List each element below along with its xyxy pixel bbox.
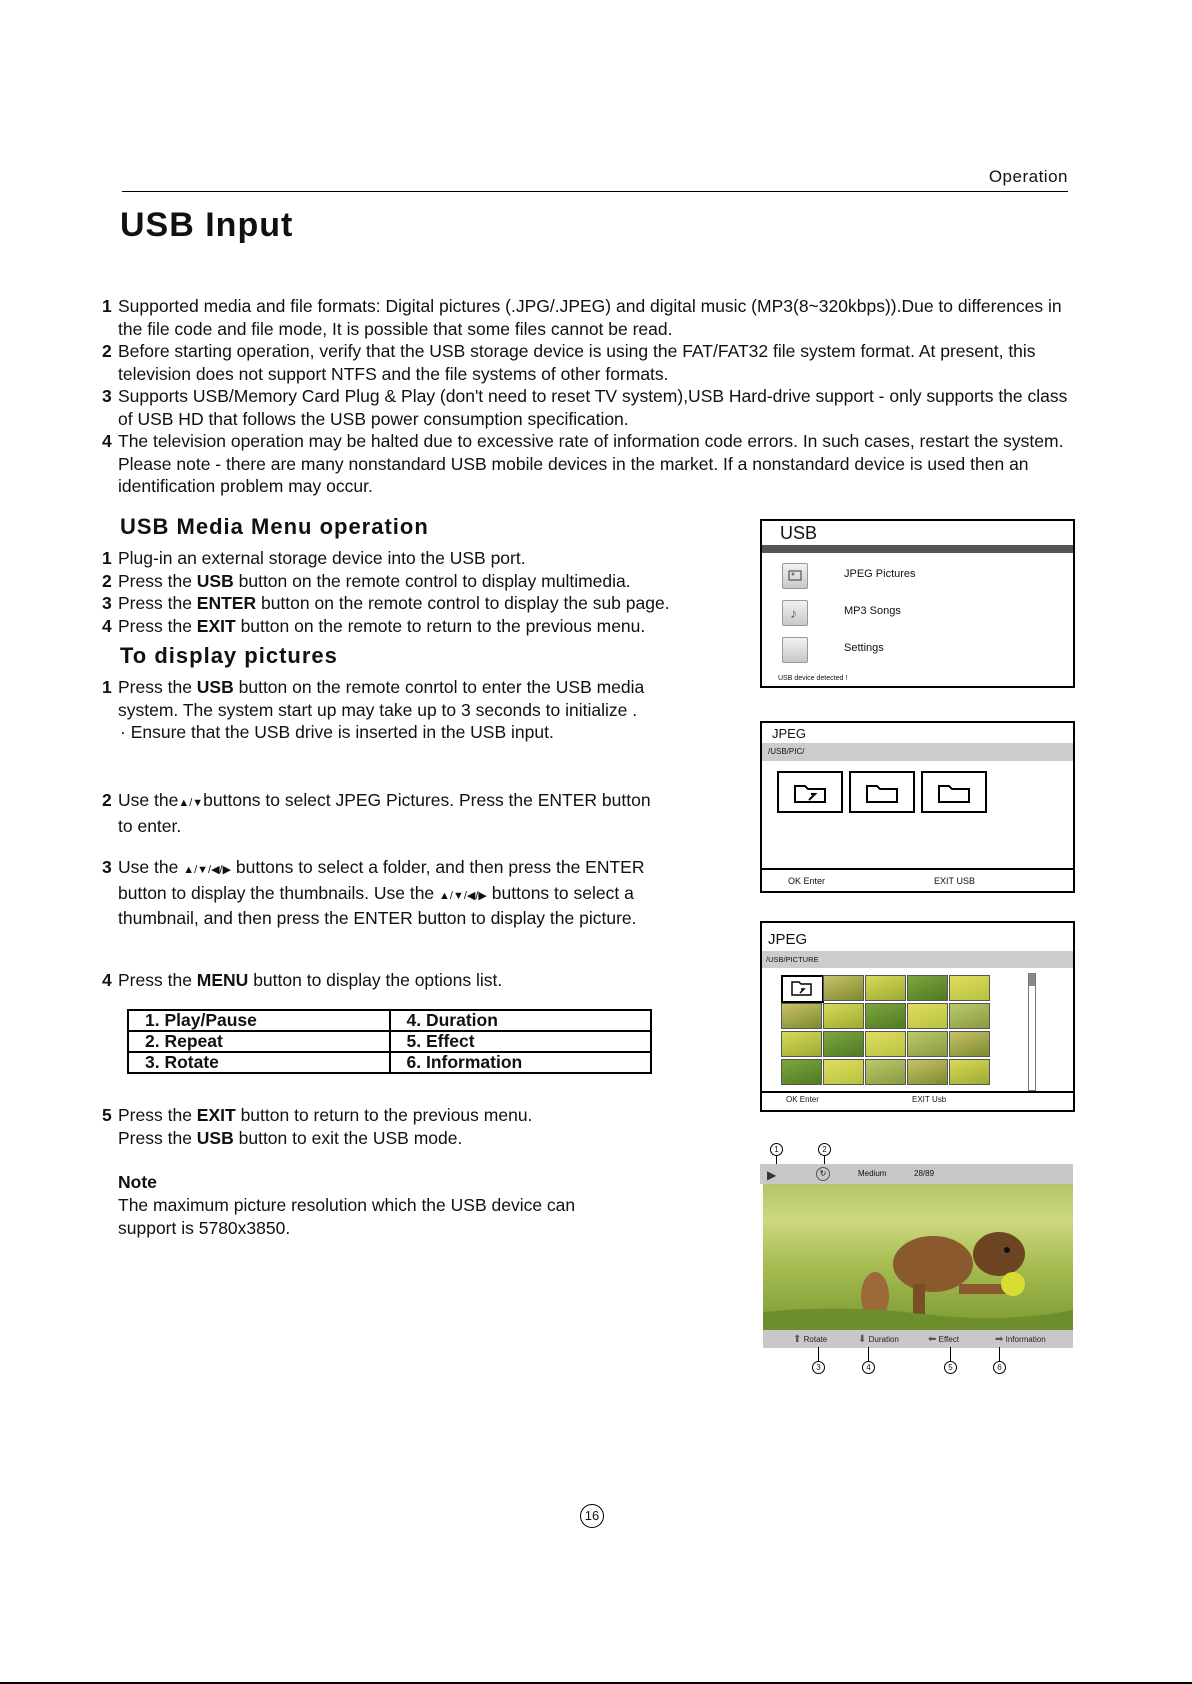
arrow-up-icon: ⬆ [793, 1334, 802, 1345]
intro-list [102, 295, 1082, 498]
path-text: /USB/PIC/ [768, 747, 805, 756]
counter-text: 28/89 [914, 1169, 935, 1178]
menu-item-label: Settings [844, 642, 884, 654]
thumbnail[interactable] [949, 1059, 990, 1085]
media-menu-steps [102, 547, 742, 637]
thumbnail[interactable] [865, 1059, 906, 1085]
pictures-step-1: 1 Press the USB button on the remote conrtol to enter the USB media system. The system start up may take up to 3 seconds to initialize . · Ensure that the USB drive is inserted in the USB input. [102, 676, 662, 744]
list-item: 4 The television operation may be halted due to excessive rate of information code errors. In such cases, restart the system. Please note - there are many nonstandard USB mobile devices in the market. If a nonstandard device is used then an identification problem may occur. [102, 431, 1064, 496]
callout-5: 5 [944, 1361, 957, 1374]
folder-up-icon[interactable] [781, 975, 824, 1003]
footer-divider [762, 1091, 1073, 1093]
options-table [127, 1009, 652, 1074]
arrow-keys-icon: ▲/▼ [178, 797, 204, 809]
info-bar [760, 1164, 1073, 1184]
rotate-hint[interactable]: ⬆ Rotate [793, 1334, 828, 1345]
thumbnail[interactable] [865, 975, 906, 1001]
table-row: 3. Rotate 6. Information [128, 1052, 651, 1073]
menu-item-label: MP3 Songs [844, 605, 901, 617]
callout-6: 6 [993, 1361, 1006, 1374]
arrow-left-icon: ⬅ [928, 1334, 937, 1345]
list-item: 1 Supported media and file formats: Digital pictures (.JPG/.JPEG) and digital music (MP3(8~320kbps)).Due to differences in the file code and file mode, It is possible that some files cannot be read. [102, 296, 1062, 339]
header-rule [122, 191, 1068, 192]
path-bar [762, 743, 1073, 761]
callout-4: 4 [862, 1361, 875, 1374]
thumbnail[interactable] [949, 1031, 990, 1057]
arrow-keys-icon: ▲/▼/◀/▶ [439, 889, 487, 902]
path-text: /USB/PICTURE [766, 955, 819, 964]
hint-bar [763, 1330, 1073, 1348]
jpeg-thumbnail-screen [760, 921, 1075, 1112]
screen-title: USB [780, 523, 818, 543]
svg-text:♪: ♪ [790, 605, 797, 621]
folder-icon[interactable] [849, 771, 915, 813]
ok-hint: OK Enter [788, 876, 826, 886]
folder-icon[interactable] [921, 771, 987, 813]
callout-2: 2 [818, 1143, 831, 1156]
list-item: 2 Press the USB button on the remote control to display multimedia. [102, 570, 631, 591]
path-bar [762, 951, 1073, 968]
thumbnail[interactable] [823, 1059, 864, 1085]
list-item: 1 Plug-in an external storage device into the USB port. [102, 548, 526, 568]
arrow-right-icon: ➡ [995, 1334, 1004, 1345]
folder-up-icon[interactable] [777, 771, 843, 813]
arrow-down-icon: ⬇ [858, 1334, 867, 1345]
information-hint[interactable]: ➡ Information [995, 1334, 1046, 1345]
table-row: 2. Repeat 5. Effect [128, 1031, 651, 1052]
pictures-step-4: 4 Press the MENU button to display the options list. [102, 970, 503, 990]
bullet-note: · Ensure that the USB drive is inserted in the USB input. [120, 722, 554, 742]
scrollbar[interactable] [1028, 973, 1036, 1091]
menu-item-jpeg[interactable] [782, 563, 982, 589]
ok-hint: OK Enter [786, 1095, 819, 1104]
thumbnail[interactable] [781, 1059, 822, 1085]
effect-hint[interactable]: ⬅ Effect [928, 1334, 959, 1345]
list-item: 3 Press the ENTER button on the remote control to display the sub page. [102, 593, 670, 613]
thumbnail[interactable] [949, 1003, 990, 1029]
thumbnail[interactable] [823, 1003, 864, 1029]
picture-icon [782, 563, 808, 589]
list-item: 2 Before starting operation, verify that the USB storage device is using the FAT/FAT32 file system format. At present, this television does not support NTFS and the file systems of other formats. [102, 341, 1036, 384]
thumbnail[interactable] [781, 1003, 822, 1029]
thumbnail[interactable] [781, 1031, 822, 1057]
media-menu-heading: USB Media Menu operation [120, 514, 429, 539]
screen-title: JPEG [768, 931, 808, 948]
repeat-icon[interactable]: ↻ [816, 1167, 830, 1181]
play-icon[interactable]: ▶ [767, 1168, 777, 1182]
list-item: 4 Press the EXIT button on the remote to return to the previous menu. [102, 615, 646, 636]
scrollbar-thumb[interactable] [1029, 974, 1035, 986]
pictures-step-3: 3 Use the ▲/▼/◀/▶ buttons to select a folder, and then press the ENTER button to display the thumbnails. Use the ▲/▼/◀/▶ buttons to select a thumbnail, and then press the ENTER button to display the picture. [102, 857, 645, 928]
callout-1: 1 [770, 1143, 783, 1156]
music-note-icon [782, 600, 808, 626]
page-number: 16 [580, 1504, 604, 1528]
menu-item-label: JPEG Pictures [844, 568, 916, 580]
menu-item-settings[interactable] [782, 637, 982, 663]
table-row: 1. Play/Pause 4. Duration [128, 1010, 651, 1031]
arrow-keys-icon: ▲/▼/◀/▶ [183, 864, 232, 876]
footer-divider [762, 868, 1073, 870]
thumbnail[interactable] [823, 1031, 864, 1057]
thumbnail[interactable] [907, 1031, 948, 1057]
thumbnail[interactable] [907, 975, 948, 1001]
list-item: 3 Supports USB/Memory Card Plug & Play (don't need to reset TV system),USB Hard-drive support - only supports the class of USB HD that follows the USB power consumption specification. [102, 386, 1068, 429]
mode-text: Medium [858, 1169, 887, 1178]
usb-menu-screen [760, 519, 1075, 688]
photo-puppy [763, 1184, 1073, 1330]
status-text: USB device detected ! [778, 675, 848, 682]
duration-hint[interactable]: ⬇ Duration [858, 1334, 899, 1345]
section-label: Operation [988, 167, 1068, 186]
note-title: Note [118, 1172, 157, 1192]
thumbnail[interactable] [865, 1031, 906, 1057]
page-title: USB Input [120, 206, 294, 244]
thumbnail[interactable] [907, 1059, 948, 1085]
callout-3: 3 [812, 1361, 825, 1374]
thumbnail[interactable] [949, 975, 990, 1001]
thumbnail[interactable] [865, 1003, 906, 1029]
thumbnail[interactable] [907, 1003, 948, 1029]
note-text: The maximum picture resolution which the USB device can support is 5780x3850. [118, 1195, 576, 1238]
exit-hint: EXIT Usb [912, 1095, 947, 1104]
title-bar [762, 545, 1073, 553]
pictures-step-5: 5 Press the EXIT button to return to the previous menu. Press the USB button to exit the USB mode. [102, 1105, 533, 1148]
menu-item-mp3[interactable] [782, 600, 982, 626]
settings-icon [782, 637, 808, 663]
exit-hint: EXIT USB [934, 876, 976, 886]
screen-title: JPEG [772, 726, 806, 741]
picture-viewer-screen [760, 1140, 1075, 1380]
jpeg-folder-screen [760, 721, 1075, 893]
pictures-step-2: 2 Use the▲/▼buttons to select JPEG Pictures. Press the ENTER button to enter. [102, 790, 651, 836]
thumbnail[interactable] [823, 975, 864, 1001]
pictures-heading: To display pictures [120, 643, 338, 668]
